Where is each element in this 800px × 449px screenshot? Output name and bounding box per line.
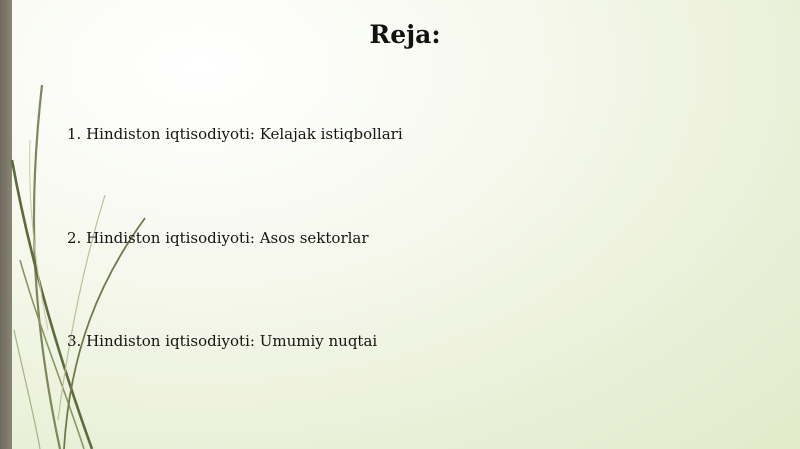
list-item-2: 2. Hindiston iqtisodiyoti: Asos sektorlar (67, 229, 369, 247)
list-item-1: 1. Hindiston iqtisodiyoti: Kelajak istiqbollari (67, 125, 403, 143)
grass-decoration-icon (0, 0, 160, 449)
list-item-3: 3. Hindiston iqtisodiyoti: Umumiy nuqtai (67, 332, 378, 350)
slide-title: Reja: (369, 20, 441, 49)
